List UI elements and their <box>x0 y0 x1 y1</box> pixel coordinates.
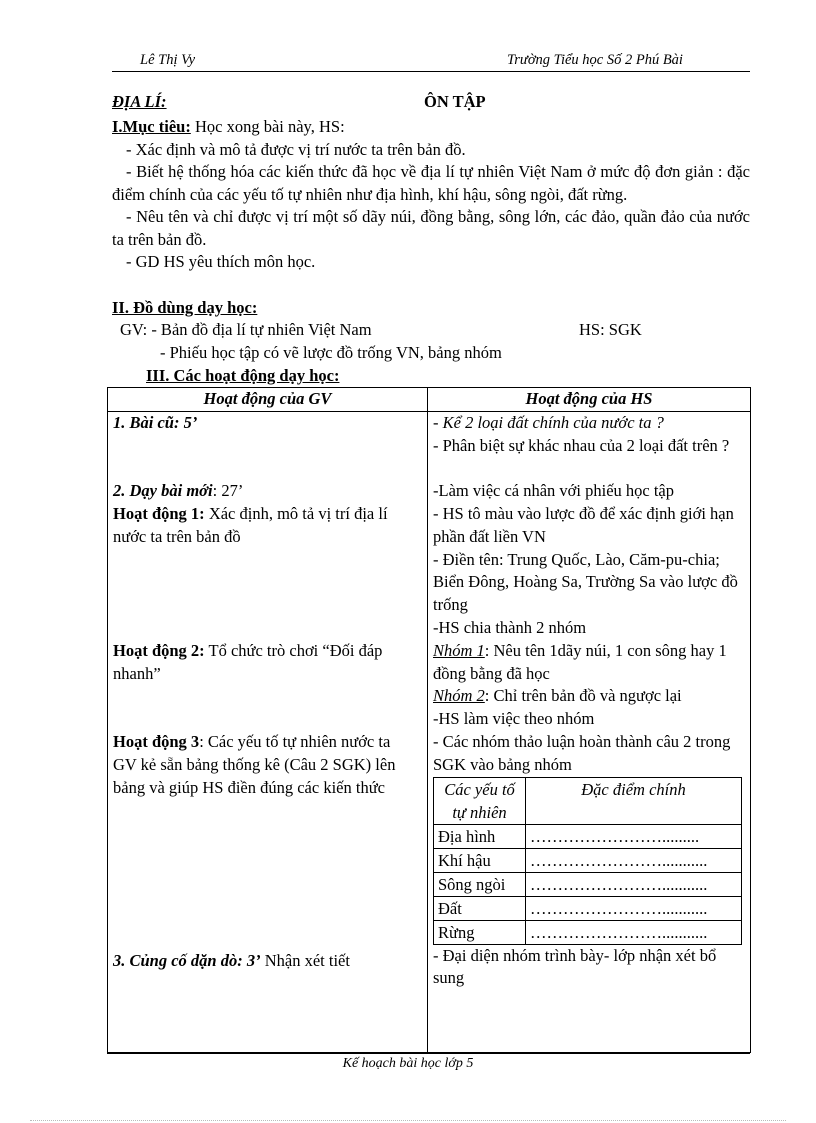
header-divider <box>112 71 750 72</box>
objective-item: - Biết hệ thống hóa các kiến thức đã học về địa lí tự nhiên Việt Nam ở mức độ đơn giản : đặc điểm chính của các yếu tố tự nhiên như địa hình, khí hậu, sông ngòi, đất rừng. <box>112 162 750 204</box>
factor-cell: Đất <box>434 896 526 920</box>
materials-gv-2: - Phiếu học tập có vẽ lược đồ trống VN, bảng nhóm <box>160 343 502 362</box>
activities-heading: III. Các hoạt động dạy học: <box>146 366 340 385</box>
materials-hs: HS: SGK <box>579 320 642 339</box>
inner-header-factor: Các yếu tố tự nhiên <box>434 777 526 824</box>
col-header-gv: Hoạt động của GV <box>108 388 428 412</box>
objective-item: - GD HS yêu thích môn học. <box>126 252 316 271</box>
feature-cell: ……………………........... <box>526 848 742 872</box>
feature-cell: ……………………......... <box>526 824 742 848</box>
subject-label: ĐỊA LÍ: <box>112 92 167 111</box>
objective-item: - Nêu tên và chỉ được vị trí một số dãy núi, đồng bằng, sông lớn, các đảo, quần đảo của nước ta trên bản đồ. <box>112 207 750 249</box>
page-title: ÔN TẬP <box>424 92 486 111</box>
feature-cell: ……………………........... <box>526 896 742 920</box>
footer-divider <box>107 1053 750 1054</box>
gv-column <box>108 411 428 1052</box>
hs-activity-3-1: -HS làm việc theo nhóm <box>433 709 595 729</box>
gv-new-lesson: 2. Dạy bài mới: 27’ <box>113 481 244 501</box>
factor-cell: Rừng <box>434 920 526 944</box>
hs-activity-2-1: -HS chia thành 2 nhóm <box>433 617 587 637</box>
gv-activity-2: Hoạt động 2: Tổ chức trò chơi “Đối đáp nhanh” <box>113 640 383 683</box>
hs-activity-3-2: - Các nhóm thảo luận hoàn thành câu 2 trong SGK vào bảng nhóm <box>433 731 731 774</box>
header-author: Lê Thị Vy <box>140 52 196 68</box>
gv-old-lesson: 1. Bài cũ: 5’ <box>113 412 198 432</box>
objectives-intro: Học xong bài này, HS: <box>190 117 345 136</box>
inner-header-feature: Đặc điểm chính <box>526 777 742 824</box>
hs-activity-1-1: -Làm việc cá nhân với phiếu học tập <box>433 481 675 501</box>
hs-question-1: - Kể 2 loại đất chính của nước ta ? <box>433 412 664 432</box>
factor-cell: Sông ngòi <box>434 872 526 896</box>
gv-activity-3-detail: GV kẻ sẵn bảng thống kê (Câu 2 SGK) lên bảng và giúp HS điền đúng các kiến thức <box>113 754 396 797</box>
activities-table <box>107 387 751 1053</box>
factor-cell: Địa hình <box>434 824 526 848</box>
materials-heading: II. Đồ dùng dạy học: <box>112 298 258 317</box>
hs-question-2: - Phân biệt sự khác nhau của 2 loại đất trên ? <box>433 435 730 455</box>
hs-activity-1-3: - Điền tên: Trung Quốc, Lào, Căm-pu-chia; Biển Đông, Hoàng Sa, Trường Sa vào lược đồ trống <box>433 549 738 615</box>
footer-text: Kế hoạch bài học lớp 5 <box>342 1056 474 1071</box>
gv-consolidate: 3. Củng cố dặn dò: 3’ Nhận xét tiết <box>113 951 350 971</box>
objectives-heading: I.Mục tiêu: <box>112 117 191 136</box>
nature-factors-table <box>433 777 742 945</box>
objectives-section <box>112 116 750 274</box>
objective-item: - Xác định và mô tả được vị trí nước ta trên bản đồ. <box>126 139 466 159</box>
col-header-hs: Hoạt động của HS <box>428 388 751 412</box>
gv-activity-1: Hoạt động 1: Xác định, mô tả vị trí địa lí nước ta trên bản đồ <box>113 503 388 546</box>
materials-gv: GV: - Bản đồ địa lí tự nhiên Việt Nam <box>120 320 372 339</box>
hs-column <box>428 411 751 1052</box>
hs-group-1: Nhóm 1: Nêu tên 1dãy núi, 1 con sông hay 1 đồng bằng đã học <box>433 640 727 683</box>
factor-cell: Khí hậu <box>434 848 526 872</box>
hs-group-2: Nhóm 2: Chỉ trên bản đồ và ngược lại <box>433 686 682 706</box>
header-school: Trường Tiểu học Số 2 Phú Bài <box>507 52 683 68</box>
feature-cell: ……………………........... <box>526 872 742 896</box>
hs-activity-1-2: - HS tô màu vào lược đồ để xác định giới hạn phần đất liền VN <box>433 503 734 546</box>
hs-report: - Đại diện nhóm trình bày- lớp nhận xét bổ sung <box>433 945 717 988</box>
feature-cell: ……………………........... <box>526 920 742 944</box>
page-bottom-dotted-line <box>30 1120 786 1121</box>
gv-activity-3: Hoạt động 3: Các yếu tố tự nhiên nước ta <box>113 731 391 751</box>
